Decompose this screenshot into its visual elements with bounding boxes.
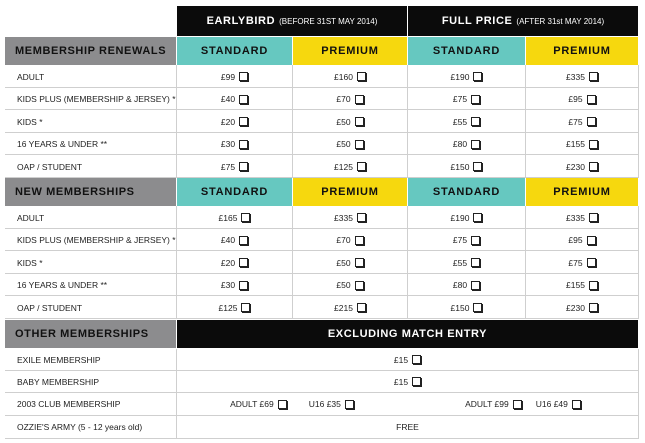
club-2003-adult-early: ADULT £69 bbox=[230, 399, 274, 409]
price-checkbox[interactable] bbox=[239, 162, 248, 171]
renewals-price-cell[interactable] bbox=[408, 65, 525, 88]
earlybird-note: (BEFORE 31ST MAY 2014) bbox=[279, 16, 378, 26]
price-checkbox[interactable] bbox=[587, 117, 596, 126]
column-divider bbox=[176, 206, 177, 319]
price-value: £50 bbox=[336, 139, 351, 149]
price-checkbox[interactable] bbox=[355, 140, 364, 149]
price-value: £40 bbox=[220, 235, 236, 245]
ozzies-army-label: OZZIE'S ARMY (5 - 12 years old) bbox=[17, 422, 143, 432]
new-price-cell[interactable] bbox=[408, 296, 525, 319]
price-value: £155 bbox=[566, 139, 585, 149]
exile-membership-label: EXILE MEMBERSHIP bbox=[17, 354, 101, 365]
renewals-row-label: 16 YEARS & UNDER ** bbox=[17, 139, 108, 149]
price-value: £230 bbox=[566, 161, 585, 172]
renewals-premium-early: PREMIUM bbox=[293, 37, 407, 65]
new-price-cell[interactable] bbox=[408, 274, 525, 296]
column-divider bbox=[292, 206, 293, 319]
price-checkbox[interactable] bbox=[357, 72, 366, 81]
new-price-cell[interactable] bbox=[293, 251, 407, 274]
price-value: £215 bbox=[334, 302, 353, 313]
new-price-cell[interactable] bbox=[293, 274, 407, 296]
exile-checkbox[interactable] bbox=[412, 355, 421, 364]
price-checkbox[interactable] bbox=[239, 140, 248, 149]
price-checkbox[interactable] bbox=[589, 140, 598, 149]
baby-membership-price[interactable] bbox=[177, 371, 638, 392]
price-value: £335 bbox=[566, 212, 585, 223]
new-price-cell[interactable] bbox=[408, 251, 525, 274]
club-2003-adult-full: ADULT £99 bbox=[465, 399, 509, 409]
price-value: £95 bbox=[568, 235, 583, 245]
price-value: £99 bbox=[220, 71, 236, 82]
new-price-cell[interactable] bbox=[526, 296, 638, 319]
price-checkbox[interactable] bbox=[471, 140, 480, 149]
column-divider bbox=[407, 206, 408, 319]
price-value: £335 bbox=[334, 212, 353, 223]
column-divider bbox=[525, 65, 526, 178]
new-row-label: 16 YEARS & UNDER ** bbox=[17, 280, 108, 290]
price-value: £150 bbox=[450, 302, 470, 313]
price-checkbox[interactable] bbox=[239, 236, 248, 245]
new-standard-early: STANDARD bbox=[177, 178, 292, 206]
price-value: £20 bbox=[220, 116, 236, 127]
renewals-price-cell[interactable] bbox=[408, 110, 525, 133]
club-2003-u16-early-checkbox[interactable] bbox=[345, 400, 354, 409]
new-price-cell[interactable] bbox=[177, 296, 292, 319]
club-2003-u16-early: U16 £35 bbox=[308, 399, 341, 409]
renewals-price-cell[interactable] bbox=[293, 88, 407, 110]
renewals-standard-early: STANDARD bbox=[177, 37, 292, 65]
price-value: £95 bbox=[568, 94, 583, 104]
new-price-cell[interactable] bbox=[293, 206, 407, 229]
new-price-cell[interactable] bbox=[293, 296, 407, 319]
renewals-standard-full: STANDARD bbox=[408, 37, 525, 65]
price-value: £150 bbox=[450, 161, 470, 172]
renewals-premium-full: PREMIUM bbox=[526, 37, 638, 65]
price-value: £75 bbox=[452, 235, 468, 245]
renewals-price-cell[interactable] bbox=[526, 88, 638, 110]
new-row-label: KIDS * bbox=[17, 257, 43, 268]
price-checkbox[interactable] bbox=[355, 236, 364, 245]
renewals-price-cell[interactable] bbox=[293, 155, 407, 178]
price-checkbox[interactable] bbox=[471, 281, 480, 290]
exile-membership-price[interactable] bbox=[177, 349, 638, 370]
price-checkbox[interactable] bbox=[357, 213, 366, 222]
section-renewals: MEMBERSHIP RENEWALS bbox=[5, 37, 176, 65]
new-price-cell[interactable] bbox=[293, 229, 407, 251]
price-value: £20 bbox=[220, 257, 236, 268]
new-price-cell[interactable] bbox=[408, 229, 525, 251]
exile-price-value: £15 bbox=[393, 354, 409, 365]
new-standard-full: STANDARD bbox=[408, 178, 525, 206]
price-checkbox[interactable] bbox=[587, 95, 596, 104]
renewals-price-cell[interactable] bbox=[177, 155, 292, 178]
renewals-price-cell[interactable] bbox=[293, 110, 407, 133]
new-price-cell[interactable] bbox=[408, 206, 525, 229]
new-row-label: OAP / STUDENT bbox=[17, 302, 83, 313]
price-checkbox[interactable] bbox=[471, 236, 480, 245]
new-price-cell[interactable] bbox=[177, 229, 292, 251]
price-checkbox[interactable] bbox=[239, 72, 248, 81]
price-value: £75 bbox=[452, 94, 468, 104]
price-checkbox[interactable] bbox=[587, 258, 596, 267]
price-checkbox[interactable] bbox=[473, 72, 482, 81]
new-row-label: ADULT bbox=[17, 212, 45, 223]
price-value: £30 bbox=[220, 280, 236, 290]
price-value: £50 bbox=[336, 116, 351, 127]
price-value: £30 bbox=[220, 139, 236, 149]
price-value: £55 bbox=[452, 257, 468, 268]
price-value: £80 bbox=[452, 280, 468, 290]
price-checkbox[interactable] bbox=[473, 303, 482, 312]
club-2003-adult-early-checkbox[interactable] bbox=[278, 400, 287, 409]
renewals-price-cell[interactable] bbox=[526, 155, 638, 178]
price-value: £160 bbox=[334, 71, 353, 82]
price-value: £230 bbox=[566, 302, 585, 313]
price-value: £165 bbox=[218, 212, 238, 223]
new-premium-full: PREMIUM bbox=[526, 178, 638, 206]
renewals-price-cell[interactable] bbox=[526, 65, 638, 88]
earlybird-header bbox=[177, 6, 407, 36]
renewals-row-label: ADULT bbox=[17, 71, 45, 82]
price-value: £40 bbox=[220, 94, 236, 104]
price-value: £70 bbox=[336, 235, 351, 245]
price-checkbox[interactable] bbox=[357, 303, 366, 312]
price-value: £50 bbox=[336, 257, 351, 268]
price-checkbox[interactable] bbox=[355, 258, 364, 267]
price-checkbox[interactable] bbox=[355, 281, 364, 290]
club-2003-label: 2003 CLUB MEMBERSHIP bbox=[17, 399, 121, 409]
price-value: £75 bbox=[568, 257, 583, 268]
club-2003-u16-full-checkbox[interactable] bbox=[572, 400, 581, 409]
price-checkbox[interactable] bbox=[357, 162, 366, 171]
renewals-price-cell[interactable] bbox=[293, 65, 407, 88]
price-checkbox[interactable] bbox=[471, 258, 480, 267]
price-value: £335 bbox=[566, 71, 585, 82]
renewals-price-cell[interactable] bbox=[526, 133, 638, 155]
price-value: £80 bbox=[452, 139, 468, 149]
price-checkbox[interactable] bbox=[239, 281, 248, 290]
column-divider bbox=[525, 206, 526, 319]
price-checkbox[interactable] bbox=[587, 236, 596, 245]
price-checkbox[interactable] bbox=[589, 162, 598, 171]
renewals-price-cell[interactable] bbox=[526, 110, 638, 133]
price-value: £155 bbox=[566, 280, 585, 290]
new-price-cell[interactable] bbox=[177, 274, 292, 296]
price-value: £125 bbox=[334, 161, 353, 172]
column-divider bbox=[176, 65, 177, 178]
column-divider bbox=[638, 65, 639, 178]
new-row-label: KIDS PLUS (MEMBERSHIP & JERSEY) * bbox=[17, 235, 176, 245]
new-price-cell[interactable] bbox=[526, 274, 638, 296]
renewals-price-cell[interactable] bbox=[408, 133, 525, 155]
row-divider bbox=[5, 318, 638, 319]
section-new-memberships: NEW MEMBERSHIPS bbox=[5, 178, 176, 206]
club-2003-full-options bbox=[408, 393, 638, 415]
renewals-row-label: OAP / STUDENT bbox=[17, 161, 83, 172]
price-checkbox[interactable] bbox=[589, 281, 598, 290]
new-premium-early: PREMIUM bbox=[293, 178, 407, 206]
club-2003-adult-full-checkbox[interactable] bbox=[513, 400, 522, 409]
price-checkbox[interactable] bbox=[355, 117, 364, 126]
earlybird-title: EARLYBIRD bbox=[206, 15, 276, 27]
club-2003-early-options bbox=[177, 393, 407, 415]
column-divider bbox=[292, 65, 293, 178]
new-price-cell[interactable] bbox=[526, 206, 638, 229]
renewals-price-cell[interactable] bbox=[408, 155, 525, 178]
price-value: £190 bbox=[450, 71, 470, 82]
new-price-cell[interactable] bbox=[526, 229, 638, 251]
price-checkbox[interactable] bbox=[471, 117, 480, 126]
renewals-price-cell[interactable] bbox=[293, 133, 407, 155]
price-value: £55 bbox=[452, 116, 468, 127]
price-value: £125 bbox=[218, 302, 238, 313]
price-checkbox[interactable] bbox=[471, 95, 480, 104]
renewals-price-cell[interactable] bbox=[177, 110, 292, 133]
new-price-cell[interactable] bbox=[177, 251, 292, 274]
renewals-price-cell[interactable] bbox=[408, 88, 525, 110]
price-checkbox[interactable] bbox=[473, 162, 482, 171]
price-value: £190 bbox=[450, 212, 470, 223]
renewals-row-label: KIDS PLUS (MEMBERSHIP & JERSEY) * bbox=[17, 94, 176, 104]
baby-checkbox[interactable] bbox=[412, 377, 421, 386]
full-price-title: FULL PRICE bbox=[441, 15, 513, 27]
price-value: £70 bbox=[336, 94, 351, 104]
renewals-price-cell[interactable] bbox=[177, 133, 292, 155]
price-checkbox[interactable] bbox=[589, 72, 598, 81]
baby-price-value: £15 bbox=[393, 376, 409, 387]
ozzies-army-price: FREE bbox=[396, 422, 419, 432]
full-price-header bbox=[408, 6, 638, 36]
baby-membership-label: BABY MEMBERSHIP bbox=[17, 376, 100, 387]
price-checkbox[interactable] bbox=[239, 117, 248, 126]
price-checkbox[interactable] bbox=[239, 95, 248, 104]
section-other-memberships: OTHER MEMBERSHIPS bbox=[5, 320, 176, 348]
price-checkbox[interactable] bbox=[589, 213, 598, 222]
price-checkbox[interactable] bbox=[473, 213, 482, 222]
new-price-cell[interactable] bbox=[177, 206, 292, 229]
full-price-note: (AFTER 31st MAY 2014) bbox=[516, 16, 605, 26]
price-checkbox[interactable] bbox=[241, 213, 250, 222]
price-checkbox[interactable] bbox=[355, 95, 364, 104]
new-price-cell[interactable] bbox=[526, 251, 638, 274]
renewals-price-cell[interactable] bbox=[177, 88, 292, 110]
club-2003-u16-full: U16 £49 bbox=[535, 399, 568, 409]
price-checkbox[interactable] bbox=[589, 303, 598, 312]
column-divider bbox=[638, 206, 639, 319]
price-value: £75 bbox=[568, 116, 583, 127]
renewals-price-cell[interactable] bbox=[177, 65, 292, 88]
renewals-row-label: KIDS * bbox=[17, 116, 43, 127]
excluding-match-entry-header: EXCLUDING MATCH ENTRY bbox=[177, 320, 638, 348]
price-checkbox[interactable] bbox=[241, 303, 250, 312]
price-value: £75 bbox=[220, 161, 236, 172]
price-checkbox[interactable] bbox=[239, 258, 248, 267]
column-divider bbox=[407, 65, 408, 178]
price-value: £50 bbox=[336, 280, 351, 290]
